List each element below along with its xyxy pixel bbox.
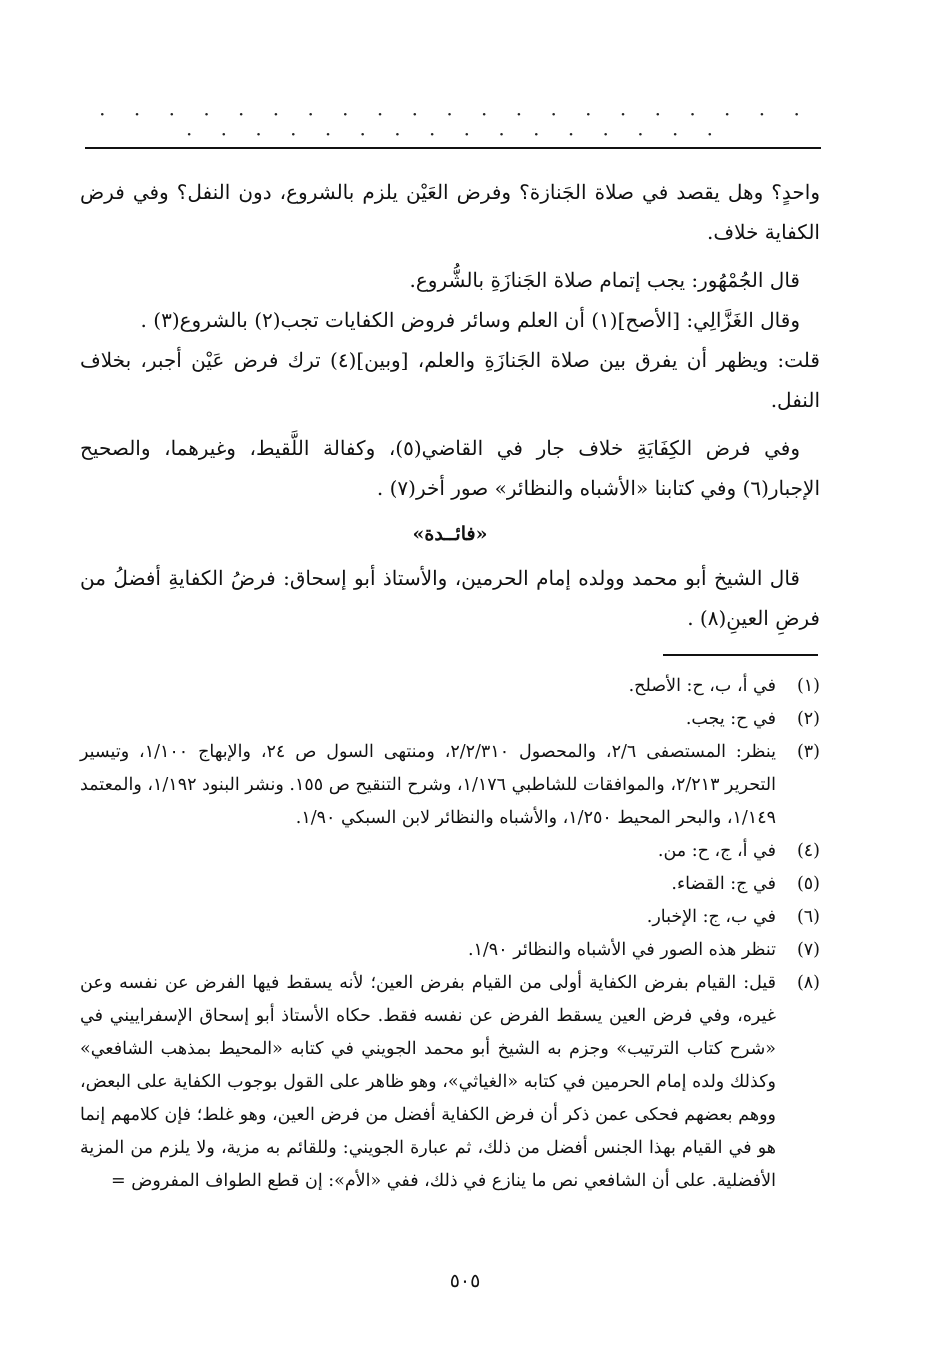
footnotes — [80, 670, 820, 1198]
footnote — [80, 868, 820, 901]
footnote-number: (٢) — [796, 709, 820, 729]
footnote — [80, 901, 820, 934]
paragraph-5: وفي فرض الكِفَايَةِ خلاف جار في القاضي(٥)، وكفالة اللَّقيط، وغيرهما، والصحيح الإجبار(٦) وفي كتابنا «الأشباه والنظائر» صور أخر(٧) . — [80, 436, 820, 500]
footnote — [80, 934, 820, 967]
page-number: ٥٠٥ — [449, 1270, 481, 1292]
header-dots: · · · · · · · · · · · · · · · · · · · · · · · · · · · · · · · · · · · · · — [99, 102, 811, 146]
paragraph-1: واحدٍ؟ وهل يقصد في صلاة الجَنازة؟ وفرض العَيْن يلزم بالشروع، دون النفل؟ وفي فرض الكفاية خلاف. — [80, 180, 820, 244]
paragraph-4: قلت: ويظهر أن يفرق بين صلاة الجَنازَةِ والعلم، [وبين](٤) ترك فرض عَيْن أجبر، بخلاف النفل. — [80, 348, 820, 412]
paragraph-3: وقال الغَزَّالِي: [الأصح](١) أن العلم وسائر فروض الكفايات تجب(٢) بالشروع(٣) . — [140, 308, 800, 332]
paragraph-6: قال الشيخ أبو محمد وولده إمام الحرمين، والأستاذ أبو إسحاق: فرضُ الكفايةِ أفضلُ من فرضِ العينِ(٨) . — [80, 566, 820, 630]
footnote-text: قيل: القيام بفرض الكفاية أولى من القيام بفرض العين؛ لأنه يسقط فيها الفرض عن نفسه وعن غيره، وفي فرض العين يسقط الفرض عن نفسه فقط. حكاه الأستاذ أبو إسحاق الإسفراييني في «شرح كتاب الترتيب» وجزم به الشيخ أبو محمد الجويني في كتابه «المحيط بمذهب الشافعي» وكذلك ولده إمام الحرمين في كتابه «الغياثي»، وهو ظاهر على القول بوجوب الكفاية على البعض، ووهم بعضهم فحكى عمن ذكر أن فرض الكفاية أفضل من فرض العين، وهو غلط؛ فإن كلامهم إنما هو في القيام بهذا الجنس أفضل من ذلك، ثم عبارة الجويني: وللقائم به مزية، ولا يلزم من المزية الأفضلية. على أن الشافعي نص ما ينازع في ذلك، ففي «الأم»: إن قطع الطواف المفروض = — [80, 973, 776, 1191]
main-text — [80, 172, 820, 638]
footnote-number: (١) — [796, 676, 820, 696]
footnote-rule — [663, 654, 818, 656]
footnote — [80, 736, 820, 835]
footnote — [80, 670, 820, 703]
footnote-number: (٧) — [796, 940, 820, 960]
footnote-text: في أ، ب، ح: الأصلح. — [628, 676, 776, 696]
footnote — [80, 835, 820, 868]
section-heading: «فائــدة» — [412, 523, 488, 545]
footnote-text: في ح: يجب. — [685, 709, 776, 729]
footnote — [80, 967, 820, 1198]
footnote-text: في ج: القضاء. — [671, 874, 776, 894]
footnote-text: تنظر هذه الصور في الأشباه والنظائر ١/٩٠. — [467, 940, 776, 960]
header-rule — [85, 147, 821, 149]
footnote-text: في أ، ج، ح: من. — [657, 841, 776, 861]
footnote-number: (٨) — [796, 973, 820, 993]
footnote-number: (٦) — [796, 907, 820, 927]
footnote-number: (٤) — [796, 841, 820, 861]
footnote — [80, 703, 820, 736]
paragraph-2: قال الجُمْهُور: يجب إتمام صلاة الجَنازَةِ بالشُّروع. — [409, 268, 800, 292]
footnote-text: في ب، ج: الإخبار. — [646, 907, 776, 927]
footnote-number: (٥) — [796, 874, 820, 894]
footnote-text: ينظر: المستصفى ٢/٦، والمحصول ٢/٢/٣١٠، ومنتهى السول ص ٢٤، والإبهاج ١/١٠٠، وتيسير التحرير ٢/٢١٣، والموافقات للشاطبي ١/١٧٦، وشرح التنقيح ص ١٥٥. ونشر البنود ١/١٩٢، والمعتمد ١/١٤٩، والبحر المحيط ١/٢٥٠، والأشباه والنظائر لابن السبكي ١/٩٠. — [80, 742, 776, 828]
footnote-number: (٣) — [796, 742, 820, 762]
